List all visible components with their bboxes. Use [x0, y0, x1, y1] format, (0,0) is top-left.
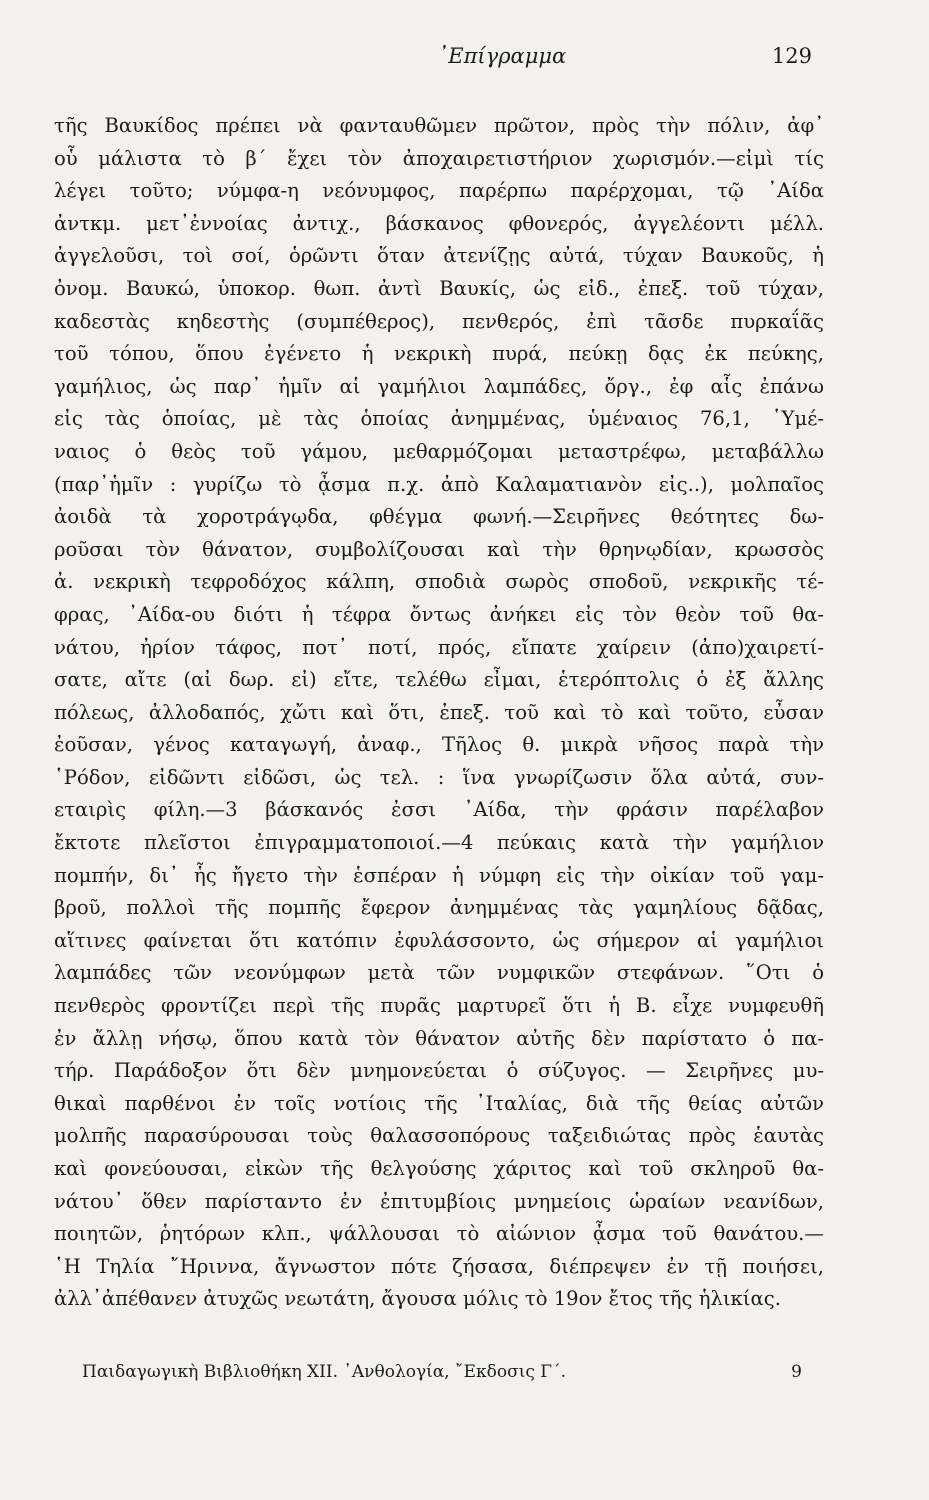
text-line: πόλεως, ἀλλοδαπός, χὤτι καὶ ὅτι, ἐπεξ. τοῦ καὶ τὸ καὶ τοῦτο, εὖσαν: [54, 700, 824, 724]
body-text: [54, 110, 824, 1316]
text-line: ῾Η Τηλία ῎Ηριννα, ἄγνωστον πότε ζήσασα, διέπρεψεν ἐν τῇ ποιήσει,: [54, 1254, 824, 1278]
text-line: πομπήν, δι᾽ ἧς ἤγετο τὴν ἑσπέραν ἡ νύμφη εἰς τὴν οἰκίαν τοῦ γαμ-: [54, 863, 824, 887]
text-line: τῆς Βαυκίδος πρέπει νὰ φανταυθῶμεν πρῶτον, πρὸς τὴν πόλιν, ἀφ᾽: [54, 114, 824, 137]
text-line: τήρ. Παράδοξον ὅτι δὲν μνημονεύεται ὁ σύζυγος. — Σειρῆνες μυ-: [54, 1059, 824, 1083]
text-line: ἀντκμ. μετ᾽ἐννοίας ἀντιχ., βάσκανος φθονερός, ἀγγελέοντι μέλλ.: [54, 211, 824, 235]
text-line: οὗ μάλιστα τὸ β΄ ἔχει τὸν ἀποχαιρετιστήριον χωρισμόν.—εἰμὶ τίς: [54, 146, 824, 170]
page-footer: [82, 1362, 802, 1392]
text-line: νάτου, ἠρίον τάφος, ποτ᾽ ποτί, πρός, εἴπατε χαίρειν (ἀπο)χαιρετί-: [54, 635, 824, 659]
text-line: εἰς τὰς ὁποίας, μὲ τὰς ὁποίας ἀνημμένας, ὑμέναιος 76,1, ῾Υμέ-: [54, 407, 824, 431]
text-line: βροῦ, πολλοὶ τῆς πομπῆς ἔφερον ἀνημμένας τὰς γαμηλίους δᾷδας,: [54, 896, 824, 920]
text-line: ὀνομ. Βαυκώ, ὑποκορ. θωπ. ἀντὶ Βαυκίς, ὡς εἰδ., ἐπεξ. τοῦ τύχαν,: [54, 276, 824, 300]
text-line: λαμπάδες τῶν νεονύμφων μετὰ τῶν νυμφικῶν στεφάνων. ῞Οτι ὁ: [54, 961, 824, 985]
running-head: [112, 44, 812, 78]
text-line: καὶ φονεύουσαι, εἰκὼν τῆς θελγούσης χάριτος καὶ τοῦ σκληροῦ θα-: [54, 1157, 824, 1180]
page-number: 129: [771, 44, 812, 68]
text-line: ἐοῦσαν, γένος καταγωγή, ἀναφ., Τῆλος θ. μικρὰ νῆσος παρὰ τὴν: [54, 733, 824, 757]
text-line: ναιος ὁ θεὸς τοῦ γάμου, μεθαρμόζομαι μεταστρέφω, μεταβάλλω: [54, 439, 824, 463]
text-line: ποιητῶν, ῥητόρων κλπ., ψάλλουσαι τὸ αἰώνιον ᾆσμα τοῦ θανάτου.—: [54, 1222, 824, 1246]
text-line: φρας, ᾿Αίδα-ου διότι ἡ τέφρα ὄντως ἀνήκει εἰς τὸν θεὸν τοῦ θα-: [54, 602, 824, 626]
text-line: (παρ᾽ἡμῖν : γυρίζω τὸ ᾆσμα π.χ. ἀπὸ Καλαματιανὸν εἰς..), μολπαῖος: [54, 472, 824, 496]
text-line: θικαὶ παρθένοι ἐν τοῖς νοτίοις τῆς ᾿Ιταλίας, διὰ τῆς θείας αὐτῶν: [54, 1091, 824, 1115]
text-line: λέγει τοῦτο; νύμφα-η νεόνυμφος, παρέρπω παρέρχομαι, τῷ ᾿Αίδα: [54, 179, 824, 203]
text-line: τοῦ τόπου, ὅπου ἐγένετο ἡ νεκρικὴ πυρά, πεύκῃ δᾳς ἐκ πεύκης,: [54, 342, 824, 366]
text-line: ροῦσαι τὸν θάνατον, συμβολίζουσαι καὶ τὴν θρηνῳδίαν, κρωσσὸς: [54, 537, 824, 561]
text-line: ἀγγελοῦσι, τοὶ σοί, ὁρῶντι ὅταν ἀτενίζῃς αὐτά, τύχαν Βαυκοῦς, ἡ: [54, 244, 824, 268]
text-line: πενθερὸς φροντίζει περὶ τῆς πυρᾶς μαρτυρεῖ ὅτι ἡ Β. εἶχε νυμφευθῆ: [54, 994, 824, 1018]
text-line: εταιρὶς φίλη.—3 βάσκανός ἐσσι ᾿Αίδα, τὴν φράσιν παρέλαβον: [54, 798, 824, 822]
text-line: ἔκτοτε πλεῖστοι ἐπιγραμματοποιοί.—4 πεύκαις κατὰ τὴν γαμήλιον: [54, 831, 824, 855]
running-title: ᾿Επίγραμμα: [437, 44, 567, 68]
text-line: ἀλλ᾽ἀπέθανεν ἀτυχῶς νεωτάτη, ἄγουσα μόλις τὸ 19ον ἔτος τῆς ἡλικίας.: [54, 1287, 781, 1311]
text-line: ἀ. νεκρικὴ τεφροδόχος κάλπη, σποδιὰ σωρὸς σποδοῦ, νεκρικῆς τέ-: [54, 570, 824, 594]
text-line: νάτου᾽ ὅθεν παρίσταντο ἐν ἐπιτυμβίοις μνημείοις ὡραίων νεανίδων,: [54, 1189, 824, 1213]
text-line: ἀοιδὰ τὰ χοροτράγῳδα, φθέγμα φωνή.—Σειρῆνες θεότητες δω-: [54, 505, 824, 529]
footer-imprint: Παιδαγωγικὴ Βιβλιοθήκη ΧΙΙ. ᾿Ανθολογία, ῎Εκδοσις Γ΄.: [82, 1362, 566, 1382]
text-line: ῾Ρόδον, εἰδῶντι εἰδῶσι, ὡς τελ. : ἵνα γνωρίζωσιν ὅλα αὐτά, συν-: [54, 765, 824, 789]
text-line: αἵτινες φαίνεται ὅτι κατόπιν ἐφυλάσσοντο, ὡς σήμερον αἱ γαμήλιοι: [54, 928, 824, 952]
text-line: ἐν ἄλλῃ νήσῳ, ὅπου κατὰ τὸν θάνατον αὐτῆς δὲν παρίστατο ὁ πα-: [54, 1026, 824, 1050]
text-line: γαμήλιος, ὡς παρ᾽ ἡμῖν αἱ γαμήλιοι λαμπάδες, ὄργ., ἐφ αἷς ἐπάνω: [54, 374, 824, 398]
signature-mark: 9: [791, 1362, 802, 1382]
text-line: καδεστὰς κηδεστὴς (συμπέθερος), πενθερός, ἐπὶ τᾶσδε πυρκαΐᾶς: [54, 309, 824, 333]
text-line: μολπῆς παρασύρουσαι τοὺς θαλασσοπόρους ταξειδιώτας πρὸς ἑαυτὰς: [54, 1124, 824, 1148]
text-line: σατε, αἴτε (αἰ δωρ. εἰ) εἴτε, τελέθω εἶμαι, ἑτερόπτολις ὁ ἐξ ἄλλης: [54, 668, 824, 692]
